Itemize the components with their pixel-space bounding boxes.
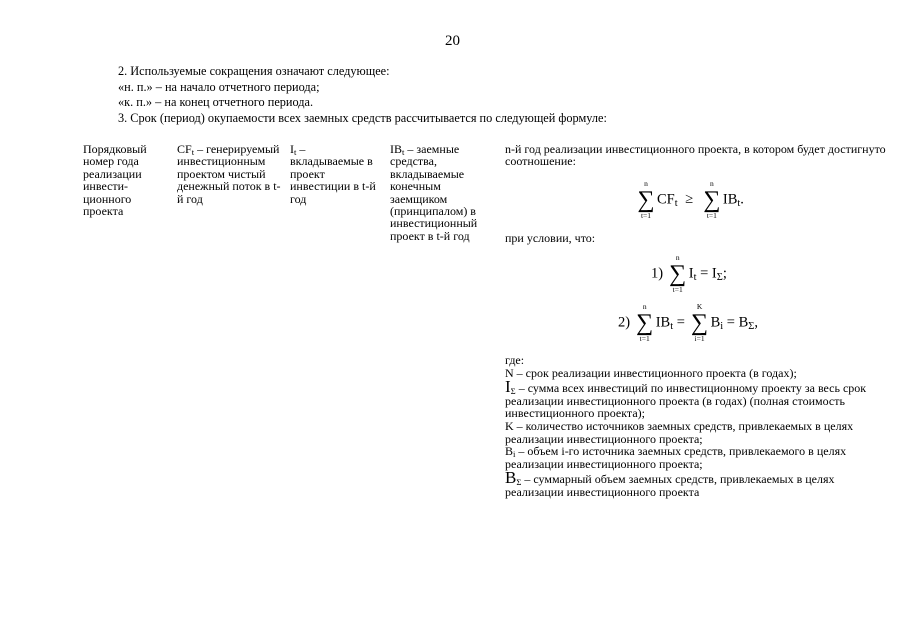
sum-symbol: K ∑ i=1: [691, 302, 709, 343]
sum-symbol: n ∑ t=1: [703, 179, 721, 220]
definition-k: K – количество источников заемных средств, привлекаемых в целях реализации инвестиционного проекта;: [505, 418, 854, 446]
sum-symbol: n ∑ t=1: [636, 302, 654, 343]
definition-n: N – срок реализации инвестиционного проекта (в годах);: [505, 365, 797, 380]
sum-symbol: n ∑ t=1: [669, 253, 687, 294]
column-year-number: Порядковый номер года реализации инвести-ционного проекта: [83, 142, 147, 219]
formula-1: 1) n ∑ t=1 $I_t = I_\Sigma$;: [651, 253, 727, 294]
cf-symbol: CF: [177, 142, 192, 156]
main-formula: n ∑ t=1 $CF_t$ ≥ n ∑ t=1 $IB_t$.: [637, 179, 744, 220]
i-subscript: t: [294, 147, 297, 158]
column-condition: [505, 143, 890, 168]
page-number: 20: [445, 33, 460, 49]
definition-b-sigma: $B_\Sigma$ – суммарный объем заемных средств, привлекаемых в целях реализации инвестиционного проекта: [505, 468, 835, 499]
definitions-block: [505, 354, 890, 499]
condition-label: при условии, что:: [505, 231, 596, 245]
i-description: – вкладываемые в проект инвестиции в t-й год: [290, 142, 376, 206]
intro-text: [118, 64, 607, 126]
i-symbol: I: [290, 142, 294, 156]
definition-i-sigma: $I_\Sigma$ – сумма всех инвестиций по инвестиционному проекту за весь срок реализации инвестиционного проекта (в годах) (полная стоимость инвестиционного проекта);: [505, 377, 867, 421]
formula-2: 2) n ∑ t=1 $IB_t$ = K ∑ i=1 $B_i = B_\Sigma$,: [618, 302, 758, 343]
sum-symbol: n ∑ t=1: [637, 179, 655, 220]
ib-symbol: IB: [390, 142, 402, 156]
intro-line-4: 3. Срок (период) окупаемости всех заемных средств рассчитывается по следующей формуле:: [118, 110, 607, 125]
where-label: где:: [505, 353, 525, 367]
intro-line-1: 2. Используемые сокращения означают следующее:: [118, 64, 390, 78]
ib-subscript: t: [402, 147, 405, 158]
cf-description: – генерируемый инвестиционным проектом чистый денежный поток в t-й год: [177, 142, 281, 206]
intro-line-2: «н. п.» – на начало отчетного периода;: [118, 79, 320, 94]
column-borrowed-funds: [390, 143, 500, 242]
definition-bi: $B_i$ – объем i-го источника заемных средств, привлекаемого в целях реализации инвестиционного проекта;: [505, 444, 847, 471]
ib-description: – заемные средства, вкладываемые конечным заемщиком (принципалом) в инвестиционный проект в t-й год: [390, 142, 478, 243]
condition-heading: n-й год реализации инвестиционного проекта, в котором будет достигнуто соотношение:: [505, 142, 886, 169]
column-investments: [290, 143, 380, 205]
intro-line-3: «к. п.» – на конец отчетного периода.: [118, 95, 314, 109]
cf-subscript: t: [191, 147, 195, 158]
column-cf: [177, 143, 283, 205]
